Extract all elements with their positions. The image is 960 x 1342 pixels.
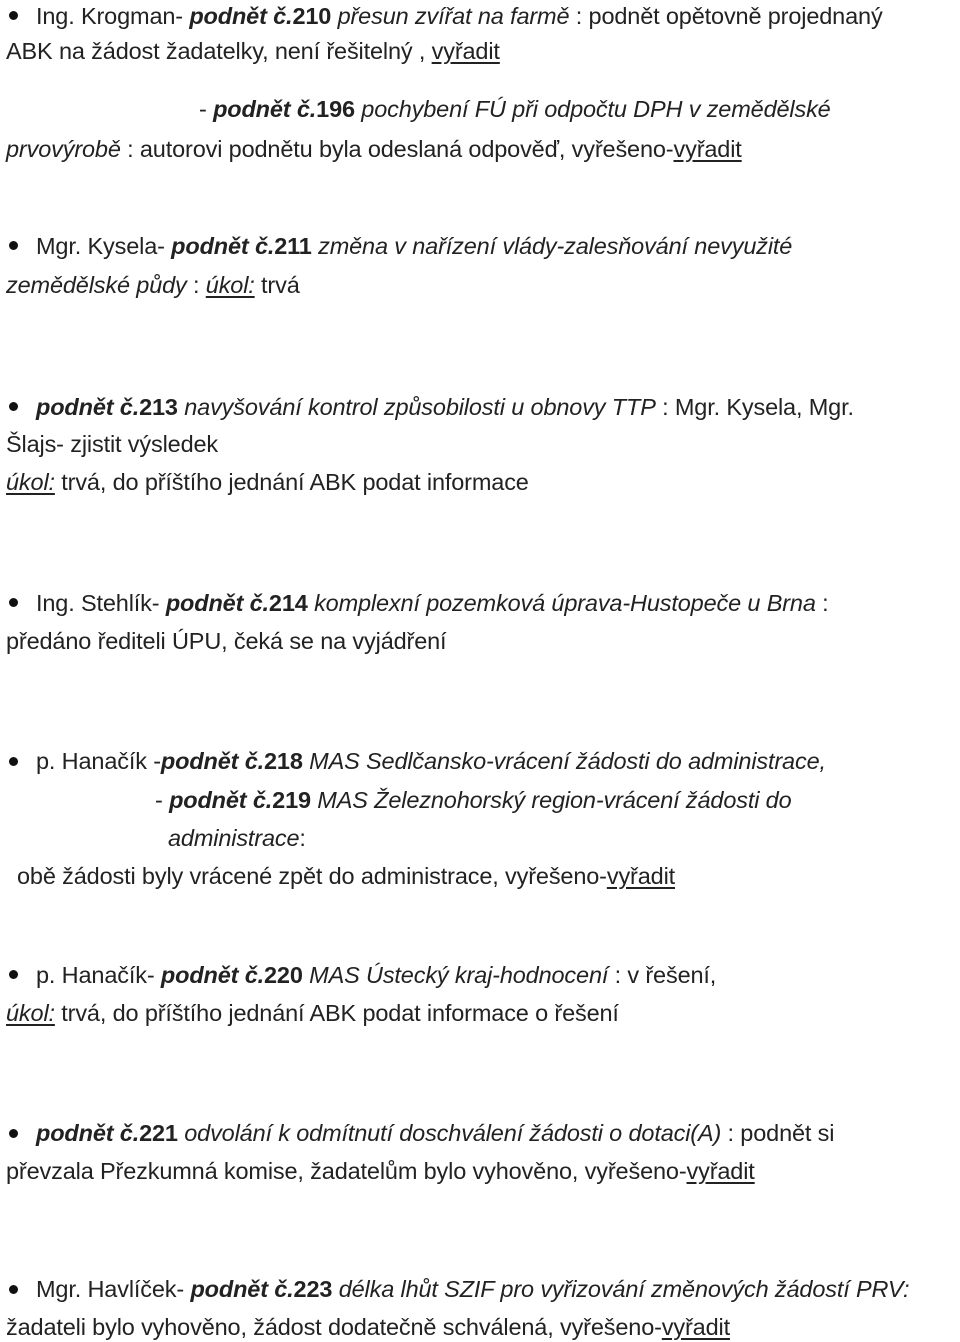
podnet-subject: komplexní pozemková úprava-Hustopeče u Brna (307, 590, 816, 616)
item-211-line-2 (6, 270, 300, 300)
podnet-subject: odvolání k odmítnutí doschválení žádosti o dotaci(A) (177, 1120, 722, 1146)
podnet-number: 221 (139, 1120, 178, 1146)
podnet-label: podnět č. (169, 787, 273, 813)
item-196-line-1 (199, 94, 831, 124)
podnet-status: : podnět si (721, 1120, 835, 1146)
vyradit-label: vyřadit (431, 38, 500, 64)
status-text: trvá, do příštího jednání ABK podat informace o řešení (54, 1000, 619, 1026)
bullet-icon (9, 1285, 18, 1294)
bullet-icon (9, 970, 18, 979)
dash: - (199, 96, 214, 122)
podnet-number: 214 (268, 590, 308, 616)
item-211-line-1 (36, 231, 792, 261)
podnet-subject: délka lhůt SZIF pro vyřizování změnových žádostí PRV: (332, 1276, 910, 1302)
item-213-line-1 (36, 392, 854, 422)
item-223-line-2 (6, 1312, 730, 1342)
status-text: trvá, do příštího jednání ABK podat informace (54, 469, 529, 495)
podnet-number: 210 (292, 3, 332, 29)
podnet-number: 219 (272, 787, 311, 813)
author: Mgr. Havlíček- (36, 1276, 191, 1302)
item-210-line-1 (36, 1, 883, 31)
podnet-label: podnět č. (160, 962, 264, 988)
vyradit-label: vyřadit (661, 1314, 730, 1340)
podnet-subject: MAS Sedlčansko-vrácení žádosti do administrace, (302, 748, 826, 774)
status-text: žadateli bylo vyhověno, žádost dodatečně schválená, vyřešeno- (6, 1314, 662, 1340)
item-220-line-2 (6, 998, 619, 1028)
podnet-number: 213 (139, 394, 178, 420)
ukol-label: úkol: (6, 1000, 55, 1026)
author: Ing. Stehlík- (36, 590, 166, 616)
item-213-line-3 (6, 467, 529, 497)
podnet-number: 223 (293, 1276, 333, 1302)
bullet-icon (9, 11, 18, 20)
podnet-subject: pochybení FÚ při odpočtu DPH v zemědělské (354, 96, 831, 122)
item-218-219-result (17, 861, 675, 891)
dash: - (155, 787, 170, 813)
item-218-line-1 (36, 746, 826, 776)
podnet-label: podnět č. (36, 394, 140, 420)
podnet-subject: zemědělské půdy (6, 272, 187, 298)
podnet-number: 220 (264, 962, 303, 988)
podnet-label: podnět č. (160, 748, 264, 774)
author: p. Hanačík - (36, 748, 161, 774)
podnet-label: podnět č. (189, 3, 293, 29)
item-214-line-2 (6, 626, 446, 656)
podnet-subject: administrace (168, 825, 300, 851)
podnet-label: podnět č. (213, 96, 317, 122)
podnet-label: podnět č. (190, 1276, 294, 1302)
podnet-subject: MAS Ústecký kraj-hodnocení (302, 962, 609, 988)
separator: : (815, 590, 829, 616)
status-text: Šlajs- zjistit výsledek (6, 431, 219, 457)
item-214-line-1 (36, 588, 829, 618)
ukol-label: úkol: (6, 469, 55, 495)
item-220-line-1 (36, 960, 716, 990)
podnet-subject: změna v nařízení vlády-zalesňování nevyužité (311, 233, 793, 259)
podnet-subject: navyšování kontrol způsobilosti u obnovy TTP (177, 394, 656, 420)
status-text: : autorovi podnětu byla odeslaná odpověď, vyřešeno- (120, 136, 674, 162)
podnet-number: 196 (316, 96, 355, 122)
author: Mgr. Kysela- (36, 233, 172, 259)
ukol-label: úkol: (205, 272, 255, 298)
podnet-subject: MAS Železnohorský region-vrácení žádosti do (310, 787, 792, 813)
item-221-line-1 (36, 1118, 834, 1148)
podnet-status: : podnět opětovně projednaný (569, 3, 883, 29)
author: p. Hanačík- (36, 962, 161, 988)
status-text: obě žádosti byly vrácené zpět do administrace, vyřešeno- (17, 863, 607, 889)
podnet-subject: prvovýrobě (6, 136, 121, 162)
status-text: předáno řediteli ÚPU, čeká se na vyjádření (6, 628, 447, 654)
item-196-line-2 (6, 134, 742, 164)
item-210-line-2 (6, 36, 500, 66)
item-213-line-2 (6, 429, 218, 459)
podnet-subject: přesun zvířat na farmě (331, 3, 570, 29)
vyradit-label: vyřadit (606, 863, 676, 889)
podnet-assignee: : Mgr. Kysela, Mgr. (655, 394, 854, 420)
status-text: ABK na žádost žadatelky, není řešitelný , (6, 38, 432, 64)
item-219-line-1 (155, 785, 792, 815)
podnet-label: podnět č. (36, 1120, 140, 1146)
podnet-label: podnět č. (165, 590, 269, 616)
bullet-icon (9, 1129, 18, 1138)
status-text: trvá (254, 272, 300, 298)
item-219-line-2 (168, 823, 306, 853)
vyradit-label: vyřadit (673, 136, 742, 162)
bullet-icon (9, 241, 18, 250)
vyradit-label: vyřadit (686, 1158, 755, 1184)
podnet-number: 211 (274, 233, 312, 259)
podnet-label: podnět č. (171, 233, 275, 259)
separator: : (299, 825, 306, 851)
bullet-icon (9, 598, 18, 607)
separator: : (186, 272, 206, 298)
podnet-number: 218 (264, 748, 303, 774)
bullet-icon (9, 402, 18, 411)
status-text: převzala Přezkumná komise, žadatelům bylo vyhověno, vyřešeno- (6, 1158, 687, 1184)
item-221-line-2 (6, 1156, 755, 1186)
podnet-status: : v řešení, (608, 962, 717, 988)
item-223-line-1 (36, 1274, 909, 1304)
bullet-icon (9, 757, 18, 766)
author: Ing. Krogman- (36, 3, 190, 29)
